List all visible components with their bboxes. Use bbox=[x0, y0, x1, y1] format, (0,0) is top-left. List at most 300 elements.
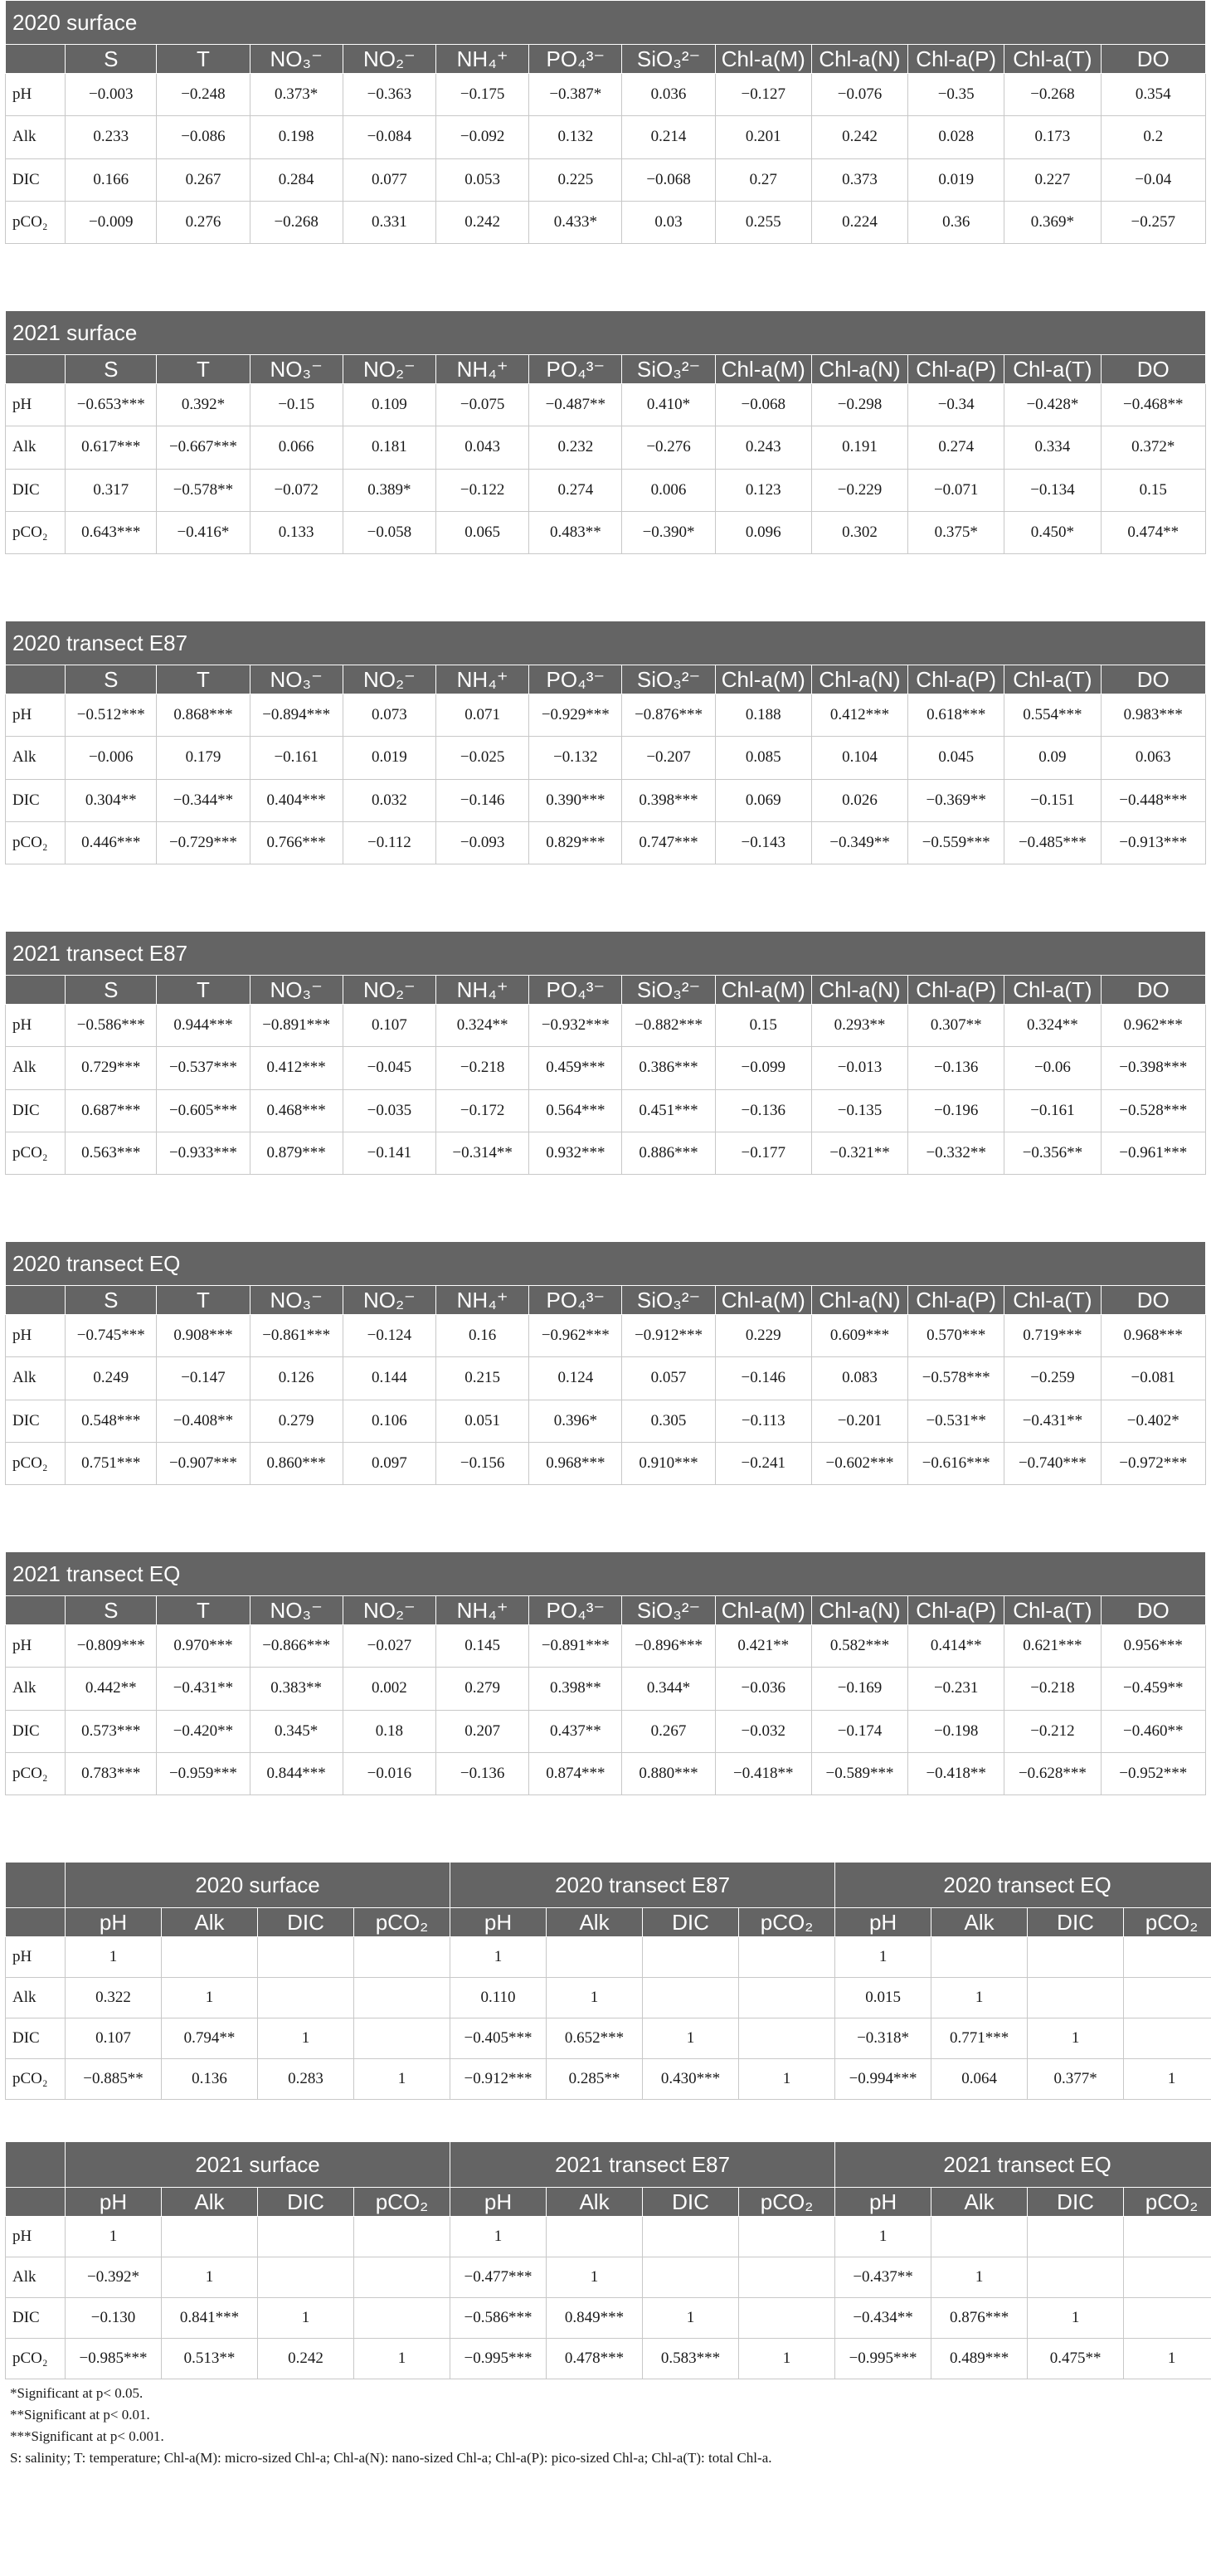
table-row bbox=[6, 1978, 1211, 2018]
table-cell: 0.410* bbox=[622, 384, 715, 426]
table-cell: −0.437** bbox=[835, 2257, 931, 2298]
table-cell: 0.414** bbox=[908, 1625, 1004, 1668]
table-cell: −0.985*** bbox=[66, 2339, 162, 2379]
table-cell: −0.248 bbox=[157, 74, 250, 116]
correlation-table bbox=[5, 310, 1206, 554]
column-header: NO₂⁻ bbox=[343, 1596, 435, 1625]
table-cell: 0.373 bbox=[811, 158, 907, 201]
table-cell: 0.019 bbox=[908, 158, 1004, 201]
row-label: pH bbox=[6, 1005, 66, 1047]
table-cell: 0.970*** bbox=[157, 1625, 250, 1668]
table-cell: −0.602*** bbox=[811, 1442, 907, 1484]
table-row bbox=[6, 779, 1206, 821]
table-cell: −0.172 bbox=[436, 1089, 529, 1132]
pairwise-tables bbox=[5, 1862, 1206, 2379]
group-header: 2021 surface bbox=[66, 2142, 450, 2188]
column-header: pH bbox=[835, 1908, 931, 1937]
table-cell bbox=[354, 2018, 450, 2059]
table-row bbox=[6, 1005, 1206, 1047]
column-header: SiO₃²⁻ bbox=[622, 355, 715, 384]
row-label: pCO₂ bbox=[6, 1442, 66, 1484]
column-header: S bbox=[66, 355, 157, 384]
column-header: Chl-a(P) bbox=[908, 355, 1004, 384]
table-cell: 0.302 bbox=[811, 511, 907, 553]
table-cell: 1 bbox=[835, 1937, 931, 1978]
column-header: Chl-a(T) bbox=[1004, 45, 1101, 74]
spacer bbox=[5, 554, 1206, 621]
pairwise-table bbox=[5, 2141, 1211, 2379]
table-cell: −0.356** bbox=[1004, 1132, 1101, 1174]
table-cell: 0.015 bbox=[835, 1978, 931, 2018]
table-cell: −0.431** bbox=[1004, 1400, 1101, 1442]
table-cell: 0.136 bbox=[162, 2059, 258, 2100]
table-cell: −0.559*** bbox=[908, 821, 1004, 864]
table-cell: −0.207 bbox=[622, 737, 715, 779]
table-cell bbox=[931, 2217, 1028, 2257]
table-row bbox=[6, 426, 1206, 469]
table-cell: 0.077 bbox=[343, 158, 435, 201]
table-cell: 1 bbox=[354, 2059, 450, 2100]
column-header: NH₄⁺ bbox=[436, 665, 529, 694]
table-cell: −0.891*** bbox=[250, 1005, 343, 1047]
row-label: DIC bbox=[6, 158, 66, 201]
group-header: 2020 transect E87 bbox=[450, 1863, 835, 1908]
table-cell: −0.075 bbox=[436, 384, 529, 426]
table-cell: −0.025 bbox=[436, 737, 529, 779]
row-label: pH bbox=[6, 2217, 66, 2257]
table-cell: −0.146 bbox=[715, 1357, 811, 1400]
table-cell: 0.719*** bbox=[1004, 1315, 1101, 1357]
table-cell: −0.485*** bbox=[1004, 821, 1101, 864]
table-cell: −0.390* bbox=[622, 511, 715, 553]
column-header: PO₄³⁻ bbox=[529, 1286, 622, 1315]
row-label: Alk bbox=[6, 116, 66, 158]
column-header: DIC bbox=[643, 1908, 739, 1937]
table-cell: 0.459*** bbox=[529, 1047, 622, 1089]
column-header: NO₂⁻ bbox=[343, 976, 435, 1005]
column-header: NO₃⁻ bbox=[250, 976, 343, 1005]
column-header: Alk bbox=[162, 2188, 258, 2217]
table-cell: −0.257 bbox=[1101, 201, 1205, 243]
table-cell: −0.084 bbox=[343, 116, 435, 158]
table-cell bbox=[258, 1978, 354, 2018]
table-cell: 0.028 bbox=[908, 116, 1004, 158]
table-cell: −0.151 bbox=[1004, 779, 1101, 821]
column-header: Alk bbox=[547, 1908, 643, 1937]
column-header: Chl-a(M) bbox=[715, 1596, 811, 1625]
table-cell: 0.483** bbox=[529, 511, 622, 553]
table-cell: 0.879*** bbox=[250, 1132, 343, 1174]
table-cell: 0.747*** bbox=[622, 821, 715, 864]
table-cell: −0.130 bbox=[66, 2298, 162, 2339]
table-cell: −0.241 bbox=[715, 1442, 811, 1484]
table-cell: −0.912*** bbox=[622, 1315, 715, 1357]
column-header: SiO₃²⁻ bbox=[622, 1596, 715, 1625]
table-cell: −0.885** bbox=[66, 2059, 162, 2100]
table-cell: −0.143 bbox=[715, 821, 811, 864]
table-cell: 1 bbox=[931, 1978, 1028, 2018]
spacer bbox=[5, 2100, 1206, 2141]
column-header: T bbox=[157, 1286, 250, 1315]
table-cell: 1 bbox=[162, 2257, 258, 2298]
table-cell: −0.136 bbox=[715, 1089, 811, 1132]
table-cell: −0.537*** bbox=[157, 1047, 250, 1089]
table-cell: 0.063 bbox=[1101, 737, 1205, 779]
table-cell bbox=[354, 2217, 450, 2257]
table-cell: 0.227 bbox=[1004, 158, 1101, 201]
table-cell: 0.513** bbox=[162, 2339, 258, 2379]
correlation-table bbox=[5, 621, 1206, 864]
table-row bbox=[6, 74, 1206, 116]
column-header: NH₄⁺ bbox=[436, 1286, 529, 1315]
table-cell: −0.962*** bbox=[529, 1315, 622, 1357]
table-cell: 1 bbox=[258, 2018, 354, 2059]
table-cell: −0.068 bbox=[622, 158, 715, 201]
column-header: pCO₂ bbox=[1124, 1908, 1211, 1937]
column-header: NH₄⁺ bbox=[436, 45, 529, 74]
table-cell: 0.225 bbox=[529, 158, 622, 201]
table-cell: 0.489*** bbox=[931, 2339, 1028, 2379]
table-cell: −0.896*** bbox=[622, 1625, 715, 1668]
footnote: S: salinity; T: temperature; Chl-a(M): micro-sized Chl-a; Chl-a(N): nano-sized Chl-a; Chl-a(P): pico-sized Chl-a; Chl-a(T): total Chl-a. bbox=[10, 2450, 772, 2466]
table-cell: −0.071 bbox=[908, 469, 1004, 511]
table-cell: 0.446*** bbox=[66, 821, 157, 864]
table-cell: 0.019 bbox=[343, 737, 435, 779]
column-header: Chl-a(M) bbox=[715, 355, 811, 384]
table-cell: 0.279 bbox=[250, 1400, 343, 1442]
table-cell: 0.372* bbox=[1101, 426, 1205, 469]
table-cell: 0.478*** bbox=[547, 2339, 643, 2379]
table-cell: −0.586*** bbox=[66, 1005, 157, 1047]
column-header: SiO₃²⁻ bbox=[622, 665, 715, 694]
table-cell: 0.880*** bbox=[622, 1752, 715, 1794]
table-cell: 0.276 bbox=[157, 201, 250, 243]
table-cell: 0.652*** bbox=[547, 2018, 643, 2059]
column-header: Chl-a(N) bbox=[811, 1286, 907, 1315]
table-cell: 0.442** bbox=[66, 1668, 157, 1710]
table-cell: 0.404*** bbox=[250, 779, 343, 821]
table-cell: −0.314** bbox=[436, 1132, 529, 1174]
column-header: Chl-a(T) bbox=[1004, 1286, 1101, 1315]
table-cell: −0.468** bbox=[1101, 384, 1205, 426]
column-header: pH bbox=[66, 1908, 162, 1937]
table-cell: 0.324** bbox=[1004, 1005, 1101, 1047]
table-cell: −0.912*** bbox=[450, 2059, 547, 2100]
row-label: DIC bbox=[6, 2018, 66, 2059]
column-header: NH₄⁺ bbox=[436, 976, 529, 1005]
table-cell: 0.396* bbox=[529, 1400, 622, 1442]
column-header: S bbox=[66, 976, 157, 1005]
table-cell: 0.324** bbox=[436, 1005, 529, 1047]
table-cell: 0.844*** bbox=[250, 1752, 343, 1794]
column-header: Alk bbox=[547, 2188, 643, 2217]
table-cell: −0.04 bbox=[1101, 158, 1205, 201]
table-cell: 0.849*** bbox=[547, 2298, 643, 2339]
footnote: *Significant at p< 0.05. bbox=[10, 2385, 143, 2401]
table-cell: 0.085 bbox=[715, 737, 811, 779]
table-cell: −0.35 bbox=[908, 74, 1004, 116]
row-label: DIC bbox=[6, 1089, 66, 1132]
table-cell: 1 bbox=[739, 2059, 835, 2100]
table-cell: −0.405*** bbox=[450, 2018, 547, 2059]
table-cell: 0.643*** bbox=[66, 511, 157, 553]
table-cell: 0.274 bbox=[908, 426, 1004, 469]
table-cell: −0.092 bbox=[436, 116, 529, 158]
column-header: Chl-a(M) bbox=[715, 665, 811, 694]
table-cell: −0.434** bbox=[835, 2298, 931, 2339]
column-header bbox=[6, 45, 66, 74]
table-cell: 0.36 bbox=[908, 201, 1004, 243]
table-row bbox=[6, 201, 1206, 243]
row-label: Alk bbox=[6, 2257, 66, 2298]
table-cell: −0.531** bbox=[908, 1400, 1004, 1442]
table-cell bbox=[739, 1978, 835, 2018]
correlation-table-block bbox=[5, 621, 1206, 864]
table-cell bbox=[1124, 2217, 1211, 2257]
table-cell: −0.745*** bbox=[66, 1315, 157, 1357]
table-cell: 0.621*** bbox=[1004, 1625, 1101, 1668]
table-row bbox=[6, 511, 1206, 553]
table-cell: 0.437** bbox=[529, 1710, 622, 1752]
column-header: pH bbox=[450, 2188, 547, 2217]
table-cell: 0.181 bbox=[343, 426, 435, 469]
table-cell: 0.582*** bbox=[811, 1625, 907, 1668]
table-cell bbox=[931, 1937, 1028, 1978]
table-row bbox=[6, 1668, 1206, 1710]
column-header: Chl-a(P) bbox=[908, 1596, 1004, 1625]
column-header: NO₃⁻ bbox=[250, 665, 343, 694]
table-cell: 0.468*** bbox=[250, 1089, 343, 1132]
table-cell: 0.066 bbox=[250, 426, 343, 469]
table-cell: 0.412*** bbox=[250, 1047, 343, 1089]
table-cell: 0.274 bbox=[529, 469, 622, 511]
table-cell: −0.907*** bbox=[157, 1442, 250, 1484]
table-cell: 0.242 bbox=[258, 2339, 354, 2379]
column-header: NO₂⁻ bbox=[343, 665, 435, 694]
column-header: NO₃⁻ bbox=[250, 45, 343, 74]
table-cell: −0.124 bbox=[343, 1315, 435, 1357]
column-header: NO₃⁻ bbox=[250, 355, 343, 384]
table-cell: −0.891*** bbox=[529, 1625, 622, 1668]
table-cell: −0.961*** bbox=[1101, 1132, 1205, 1174]
table-cell: 0.956*** bbox=[1101, 1625, 1205, 1668]
row-label: Alk bbox=[6, 1047, 66, 1089]
table-cell: 0.377* bbox=[1028, 2059, 1124, 2100]
row-label: Alk bbox=[6, 737, 66, 779]
table-title: 2021 surface bbox=[6, 311, 1206, 355]
table-row bbox=[6, 1400, 1206, 1442]
column-header: pH bbox=[66, 2188, 162, 2217]
column-header: PO₄³⁻ bbox=[529, 45, 622, 74]
column-header: Chl-a(P) bbox=[908, 976, 1004, 1005]
pairwise-table bbox=[5, 1862, 1211, 2100]
table-cell: 0.386*** bbox=[622, 1047, 715, 1089]
table-cell: 0.083 bbox=[811, 1357, 907, 1400]
table-cell: 0.910*** bbox=[622, 1442, 715, 1484]
column-header: Chl-a(P) bbox=[908, 665, 1004, 694]
table-cell bbox=[643, 1937, 739, 1978]
table-cell: 0.27 bbox=[715, 158, 811, 201]
correlation-table-block bbox=[5, 1241, 1206, 1485]
table-cell: 0.123 bbox=[715, 469, 811, 511]
table-cell: −0.932*** bbox=[529, 1005, 622, 1047]
table-cell: −0.045 bbox=[343, 1047, 435, 1089]
column-header: NH₄⁺ bbox=[436, 1596, 529, 1625]
column-header: NO₃⁻ bbox=[250, 1286, 343, 1315]
table-row bbox=[6, 694, 1206, 737]
table-cell: 0.583*** bbox=[643, 2339, 739, 2379]
table-cell bbox=[643, 2217, 739, 2257]
blank-header bbox=[6, 1863, 66, 1908]
table-cell bbox=[739, 2217, 835, 2257]
table-cell: 0.398** bbox=[529, 1668, 622, 1710]
table-cell: 0.874*** bbox=[529, 1752, 622, 1794]
table-cell: 0.968*** bbox=[1101, 1315, 1205, 1357]
column-header: PO₄³⁻ bbox=[529, 976, 622, 1005]
row-label: Alk bbox=[6, 1978, 66, 2018]
table-cell: 1 bbox=[450, 1937, 547, 1978]
column-header: Chl-a(N) bbox=[811, 665, 907, 694]
column-header: SiO₃²⁻ bbox=[622, 976, 715, 1005]
table-cell: 0.006 bbox=[622, 469, 715, 511]
table-cell: 0.618*** bbox=[908, 694, 1004, 737]
table-cell: 0.032 bbox=[343, 779, 435, 821]
table-cell: 0.412*** bbox=[811, 694, 907, 737]
table-cell: 0.107 bbox=[343, 1005, 435, 1047]
table-row bbox=[6, 821, 1206, 864]
table-cell: 0.564*** bbox=[529, 1089, 622, 1132]
table-cell: −0.086 bbox=[157, 116, 250, 158]
table-cell: −0.268 bbox=[1004, 74, 1101, 116]
table-cell: −0.418** bbox=[715, 1752, 811, 1794]
table-cell: 1 bbox=[1124, 2059, 1211, 2100]
table-cell: 0.771*** bbox=[931, 2018, 1028, 2059]
correlation-table-block bbox=[5, 931, 1206, 1175]
row-label: pCO₂ bbox=[6, 511, 66, 553]
table-cell: 0.548*** bbox=[66, 1400, 157, 1442]
table-cell bbox=[1028, 2257, 1124, 2298]
column-header: DIC bbox=[1028, 2188, 1124, 2217]
table-cell: −0.952*** bbox=[1101, 1752, 1205, 1794]
table-cell: 0.687*** bbox=[66, 1089, 157, 1132]
table-cell: −0.995*** bbox=[450, 2339, 547, 2379]
table-cell: 0.389* bbox=[343, 469, 435, 511]
table-cell: −0.428* bbox=[1004, 384, 1101, 426]
table-cell: −0.994*** bbox=[835, 2059, 931, 2100]
table-cell: 0.242 bbox=[811, 116, 907, 158]
table-cell: 0.179 bbox=[157, 737, 250, 779]
spacer bbox=[5, 244, 1206, 310]
table-cell: 0.392* bbox=[157, 384, 250, 426]
table-row bbox=[6, 1442, 1206, 1484]
table-cell: 0.233 bbox=[66, 116, 157, 158]
table-cell: −0.201 bbox=[811, 1400, 907, 1442]
table-row bbox=[6, 116, 1206, 158]
column-header: Chl-a(T) bbox=[1004, 355, 1101, 384]
table-cell: 0.188 bbox=[715, 694, 811, 737]
row-label: pH bbox=[6, 1625, 66, 1668]
table-cell: −0.431** bbox=[157, 1668, 250, 1710]
table-cell bbox=[1124, 2298, 1211, 2339]
table-row bbox=[6, 469, 1206, 511]
table-cell: 0.886*** bbox=[622, 1132, 715, 1174]
table-cell: −0.420** bbox=[157, 1710, 250, 1752]
table-cell: 1 bbox=[162, 1978, 258, 2018]
table-cell: 0.097 bbox=[343, 1442, 435, 1484]
column-header: T bbox=[157, 976, 250, 1005]
table-cell: 0.124 bbox=[529, 1357, 622, 1400]
table-cell: 0.369* bbox=[1004, 201, 1101, 243]
table-cell: −0.363 bbox=[343, 74, 435, 116]
table-cell: −0.146 bbox=[436, 779, 529, 821]
column-header: Chl-a(N) bbox=[811, 1596, 907, 1625]
table-cell bbox=[354, 1937, 450, 1978]
row-label: DIC bbox=[6, 1400, 66, 1442]
table-title: 2021 transect E87 bbox=[6, 932, 1206, 976]
table-cell: 0.344* bbox=[622, 1668, 715, 1710]
column-header: S bbox=[66, 45, 157, 74]
table-cell: −0.369** bbox=[908, 779, 1004, 821]
table-cell: 0.051 bbox=[436, 1400, 529, 1442]
correlation-table-block bbox=[5, 1551, 1206, 1795]
table-cell: −0.081 bbox=[1101, 1357, 1205, 1400]
table-cell: −0.318* bbox=[835, 2018, 931, 2059]
blank-header bbox=[6, 1908, 66, 1937]
table-cell: 0.908*** bbox=[157, 1315, 250, 1357]
table-cell: −0.016 bbox=[343, 1752, 435, 1794]
table-cell: −0.929*** bbox=[529, 694, 622, 737]
table-cell: 0.03 bbox=[622, 201, 715, 243]
table-cell: 0.317 bbox=[66, 469, 157, 511]
column-header: DO bbox=[1101, 665, 1205, 694]
table-cell bbox=[258, 1937, 354, 1978]
table-cell: −0.134 bbox=[1004, 469, 1101, 511]
table-cell: 0.224 bbox=[811, 201, 907, 243]
table-cell: −0.032 bbox=[715, 1710, 811, 1752]
table-cell: 0.16 bbox=[436, 1315, 529, 1357]
table-row bbox=[6, 2339, 1211, 2379]
column-header: NO₃⁻ bbox=[250, 1596, 343, 1625]
table-cell: −0.729*** bbox=[157, 821, 250, 864]
table-row bbox=[6, 737, 1206, 779]
column-header bbox=[6, 976, 66, 1005]
table-cell: 0.232 bbox=[529, 426, 622, 469]
table-cell: 0.215 bbox=[436, 1357, 529, 1400]
table-title: 2020 transect E87 bbox=[6, 621, 1206, 665]
table-cell bbox=[739, 2298, 835, 2339]
table-cell: 1 bbox=[258, 2298, 354, 2339]
table-cell bbox=[258, 2257, 354, 2298]
table-row bbox=[6, 1625, 1206, 1668]
table-cell: −0.321** bbox=[811, 1132, 907, 1174]
column-header: Chl-a(P) bbox=[908, 45, 1004, 74]
table-cell: −0.459** bbox=[1101, 1668, 1205, 1710]
table-cell bbox=[739, 2257, 835, 2298]
row-label: DIC bbox=[6, 2298, 66, 2339]
table-cell: −0.136 bbox=[436, 1752, 529, 1794]
table-cell: −0.402* bbox=[1101, 1400, 1205, 1442]
table-title: 2021 transect EQ bbox=[6, 1552, 1206, 1596]
column-header: T bbox=[157, 355, 250, 384]
table-cell: −0.218 bbox=[436, 1047, 529, 1089]
row-label: pCO₂ bbox=[6, 2339, 66, 2379]
table-cell: 0.104 bbox=[811, 737, 907, 779]
column-header: Chl-a(T) bbox=[1004, 665, 1101, 694]
column-header: PO₄³⁻ bbox=[529, 355, 622, 384]
row-label: pH bbox=[6, 1937, 66, 1978]
table-cell: 1 bbox=[1028, 2298, 1124, 2339]
blank-header bbox=[6, 2188, 66, 2217]
